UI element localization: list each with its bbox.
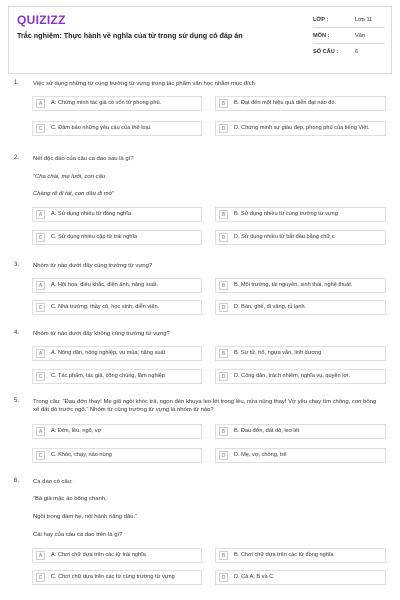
question-quote-line: Chàng rể đi tát, con dâu đi mò” bbox=[33, 191, 114, 197]
option-letter: B bbox=[219, 99, 228, 108]
option-letter: A bbox=[36, 281, 45, 290]
option-a[interactable] bbox=[32, 207, 202, 222]
meta-key: LỚP : bbox=[313, 16, 329, 23]
option-c[interactable] bbox=[32, 121, 202, 136]
option-c[interactable] bbox=[32, 300, 202, 315]
question-number: 6. bbox=[14, 478, 20, 484]
option-b[interactable] bbox=[215, 207, 386, 222]
option-text: C. Khóc, chạy, nảo nùng bbox=[51, 452, 112, 459]
option-text: A. Nông dân, nông nghiệp, vụ mùa, năng suất bbox=[51, 350, 166, 357]
worksheet-title: Trắc nghiệm: Thực hành về nghĩa của từ trong sử dụng có đáp án bbox=[17, 31, 243, 40]
option-a[interactable] bbox=[32, 96, 202, 111]
option-a[interactable] bbox=[32, 548, 202, 563]
question-number: 1. bbox=[14, 80, 20, 86]
option-b[interactable] bbox=[215, 278, 386, 293]
quizizz-logo: QUIZIZZ bbox=[17, 13, 66, 27]
option-letter: A bbox=[36, 349, 45, 358]
question-number: 2. bbox=[14, 155, 20, 161]
option-letter: B bbox=[219, 427, 228, 436]
option-b[interactable] bbox=[215, 424, 386, 439]
option-letter: C bbox=[36, 124, 45, 133]
option-letter: B bbox=[219, 210, 228, 219]
option-letter: A bbox=[36, 210, 45, 219]
option-letter: D bbox=[219, 372, 228, 381]
option-letter: B bbox=[219, 349, 228, 358]
question-number: 4. bbox=[14, 330, 20, 336]
option-letter: D bbox=[219, 573, 228, 582]
option-letter: C bbox=[36, 303, 45, 312]
option-b[interactable] bbox=[215, 548, 386, 563]
option-text: D. Sử dụng nhiều từ bắt đầu bằng chữ c bbox=[234, 234, 335, 241]
meta-value: Văn bbox=[355, 32, 365, 39]
question-number: 5. bbox=[14, 398, 20, 404]
option-text: C. Sử dụng nhiều cặp từ trái nghĩa bbox=[51, 234, 138, 241]
option-letter: D bbox=[219, 303, 228, 312]
worksheet-meta bbox=[313, 12, 385, 59]
question-quote-line: “Bà già mặc áo bông chanh, bbox=[33, 496, 107, 502]
option-text: C. Tác phẩm, tác giả, công chúng, lâm nghiệp bbox=[51, 373, 166, 380]
option-d[interactable] bbox=[215, 300, 386, 315]
meta-row-count bbox=[313, 44, 385, 59]
meta-value: 6 bbox=[355, 48, 359, 55]
question-text: Việc sử dụng những từ cùng trường từ vựng trong tác phẩm văn học nhằm mục đích bbox=[33, 81, 255, 87]
option-c[interactable] bbox=[32, 570, 202, 585]
meta-key: MÔN : bbox=[313, 32, 330, 39]
question-text: Trong câu: “Đau đớn thay! Mẹ giã ngồi khóc trả, ngọn đèn khuya leo lét trong lều, nửa nùng thay! Vợ yêu chạy tìm chồng, con bồng xế đất đò trước ngõ.” Nhóm từ cùng trường từ vựng là nhóm từ nào? bbox=[33, 399, 377, 413]
option-letter: A bbox=[36, 427, 45, 436]
option-letter: B bbox=[219, 281, 228, 290]
option-letter: C bbox=[36, 573, 45, 582]
option-text: A. Đớn, lều, ngõ, vợ bbox=[51, 428, 102, 435]
option-a[interactable] bbox=[32, 278, 202, 293]
meta-key: SỐ CÂU : bbox=[313, 48, 339, 55]
option-text: B. Đạt đến một hiệu quả diễn đạt nào đó. bbox=[234, 100, 337, 107]
option-text: B. Sư tử, hổ, ngựa vằn, linh dương bbox=[234, 350, 322, 357]
question-text: Nhóm từ nào dưới đây không cùng trường từ vựng? bbox=[33, 331, 170, 337]
meta-row-subject bbox=[313, 28, 385, 44]
question-quote-line: Ngồi trong đám hẹ, nói hành năng dâu.” bbox=[33, 514, 138, 520]
option-letter: A bbox=[36, 99, 45, 108]
option-c[interactable] bbox=[32, 448, 202, 463]
option-text: A. Sử dụng nhiều từ đồng nghĩa bbox=[51, 211, 131, 218]
option-text: D. Mẹ, vợ, chồng, trẻ bbox=[234, 452, 287, 459]
option-letter: D bbox=[219, 124, 228, 133]
meta-row-class bbox=[313, 12, 385, 28]
option-d[interactable] bbox=[215, 570, 386, 585]
option-b[interactable] bbox=[215, 96, 386, 111]
option-text: D. Cả A, B và C bbox=[234, 574, 274, 581]
option-text: A. Hội họa, điêu khắc, điện ảnh, năng suất. bbox=[51, 282, 158, 289]
option-a[interactable] bbox=[32, 424, 202, 439]
option-text: C. Đảm bảo những yêu cầu của thể loại. bbox=[51, 125, 152, 132]
option-d[interactable] bbox=[215, 448, 386, 463]
question-number: 3. bbox=[14, 262, 20, 268]
option-text: D. Công dân, trách nhiệm, nghĩa vụ, quyền lợi. bbox=[234, 373, 350, 380]
option-a[interactable] bbox=[32, 346, 202, 361]
option-c[interactable] bbox=[32, 230, 202, 245]
option-letter: D bbox=[219, 451, 228, 460]
option-text: B. Chơi chữ dựa trên các từ đồng nghĩa bbox=[234, 552, 334, 559]
option-b[interactable] bbox=[215, 346, 386, 361]
option-letter: C bbox=[36, 233, 45, 242]
option-letter: D bbox=[219, 233, 228, 242]
option-text: D. Bàn, ghế, đi văng, tủ lạnh. bbox=[234, 304, 307, 311]
option-letter: C bbox=[36, 451, 45, 460]
option-d[interactable] bbox=[215, 369, 386, 384]
worksheet-header bbox=[8, 6, 392, 74]
option-d[interactable] bbox=[215, 121, 386, 136]
option-letter: C bbox=[36, 372, 45, 381]
option-letter: B bbox=[219, 551, 228, 560]
meta-value: Lớp 11 bbox=[355, 16, 373, 23]
question-text: Nhóm từ nào dưới đây cùng trường từ vựng? bbox=[33, 263, 153, 269]
option-d[interactable] bbox=[215, 230, 386, 245]
option-text: A. Chơi chữ dựa trên các từ trái nghĩa bbox=[51, 552, 146, 559]
question-text: Ca dao có câu: bbox=[33, 479, 73, 485]
question-quote-line: “Cha chài, mẹ lưới, con câu bbox=[33, 174, 106, 180]
option-text: C. Nhà trường, thầy cô, học sinh, diễn viên. bbox=[51, 304, 160, 311]
option-text: A. Chứng minh tác giả có vốn từ phong phú. bbox=[51, 100, 162, 107]
question-text: Nét độc đáo của câu ca dao sau là gì? bbox=[33, 156, 134, 162]
option-text: B. Môi trường, tài nguyên, sinh thái, nghệ thuật. bbox=[234, 282, 353, 289]
option-text: C. Chơi chữ dựa trên các từ cùng trường từ vựng bbox=[51, 574, 175, 581]
question-prompt: Cái hay của câu ca dao trên là gì? bbox=[33, 532, 123, 538]
option-text: D. Chứng minh sự giàu đẹp, phong phú của tiếng Việt. bbox=[234, 125, 370, 132]
option-text: B. Sử dụng nhiều từ cùng trường từ vựng bbox=[234, 211, 338, 218]
option-text: B. Đau đớn, đất dò, leo lét bbox=[234, 428, 300, 435]
option-c[interactable] bbox=[32, 369, 202, 384]
option-letter: A bbox=[36, 551, 45, 560]
